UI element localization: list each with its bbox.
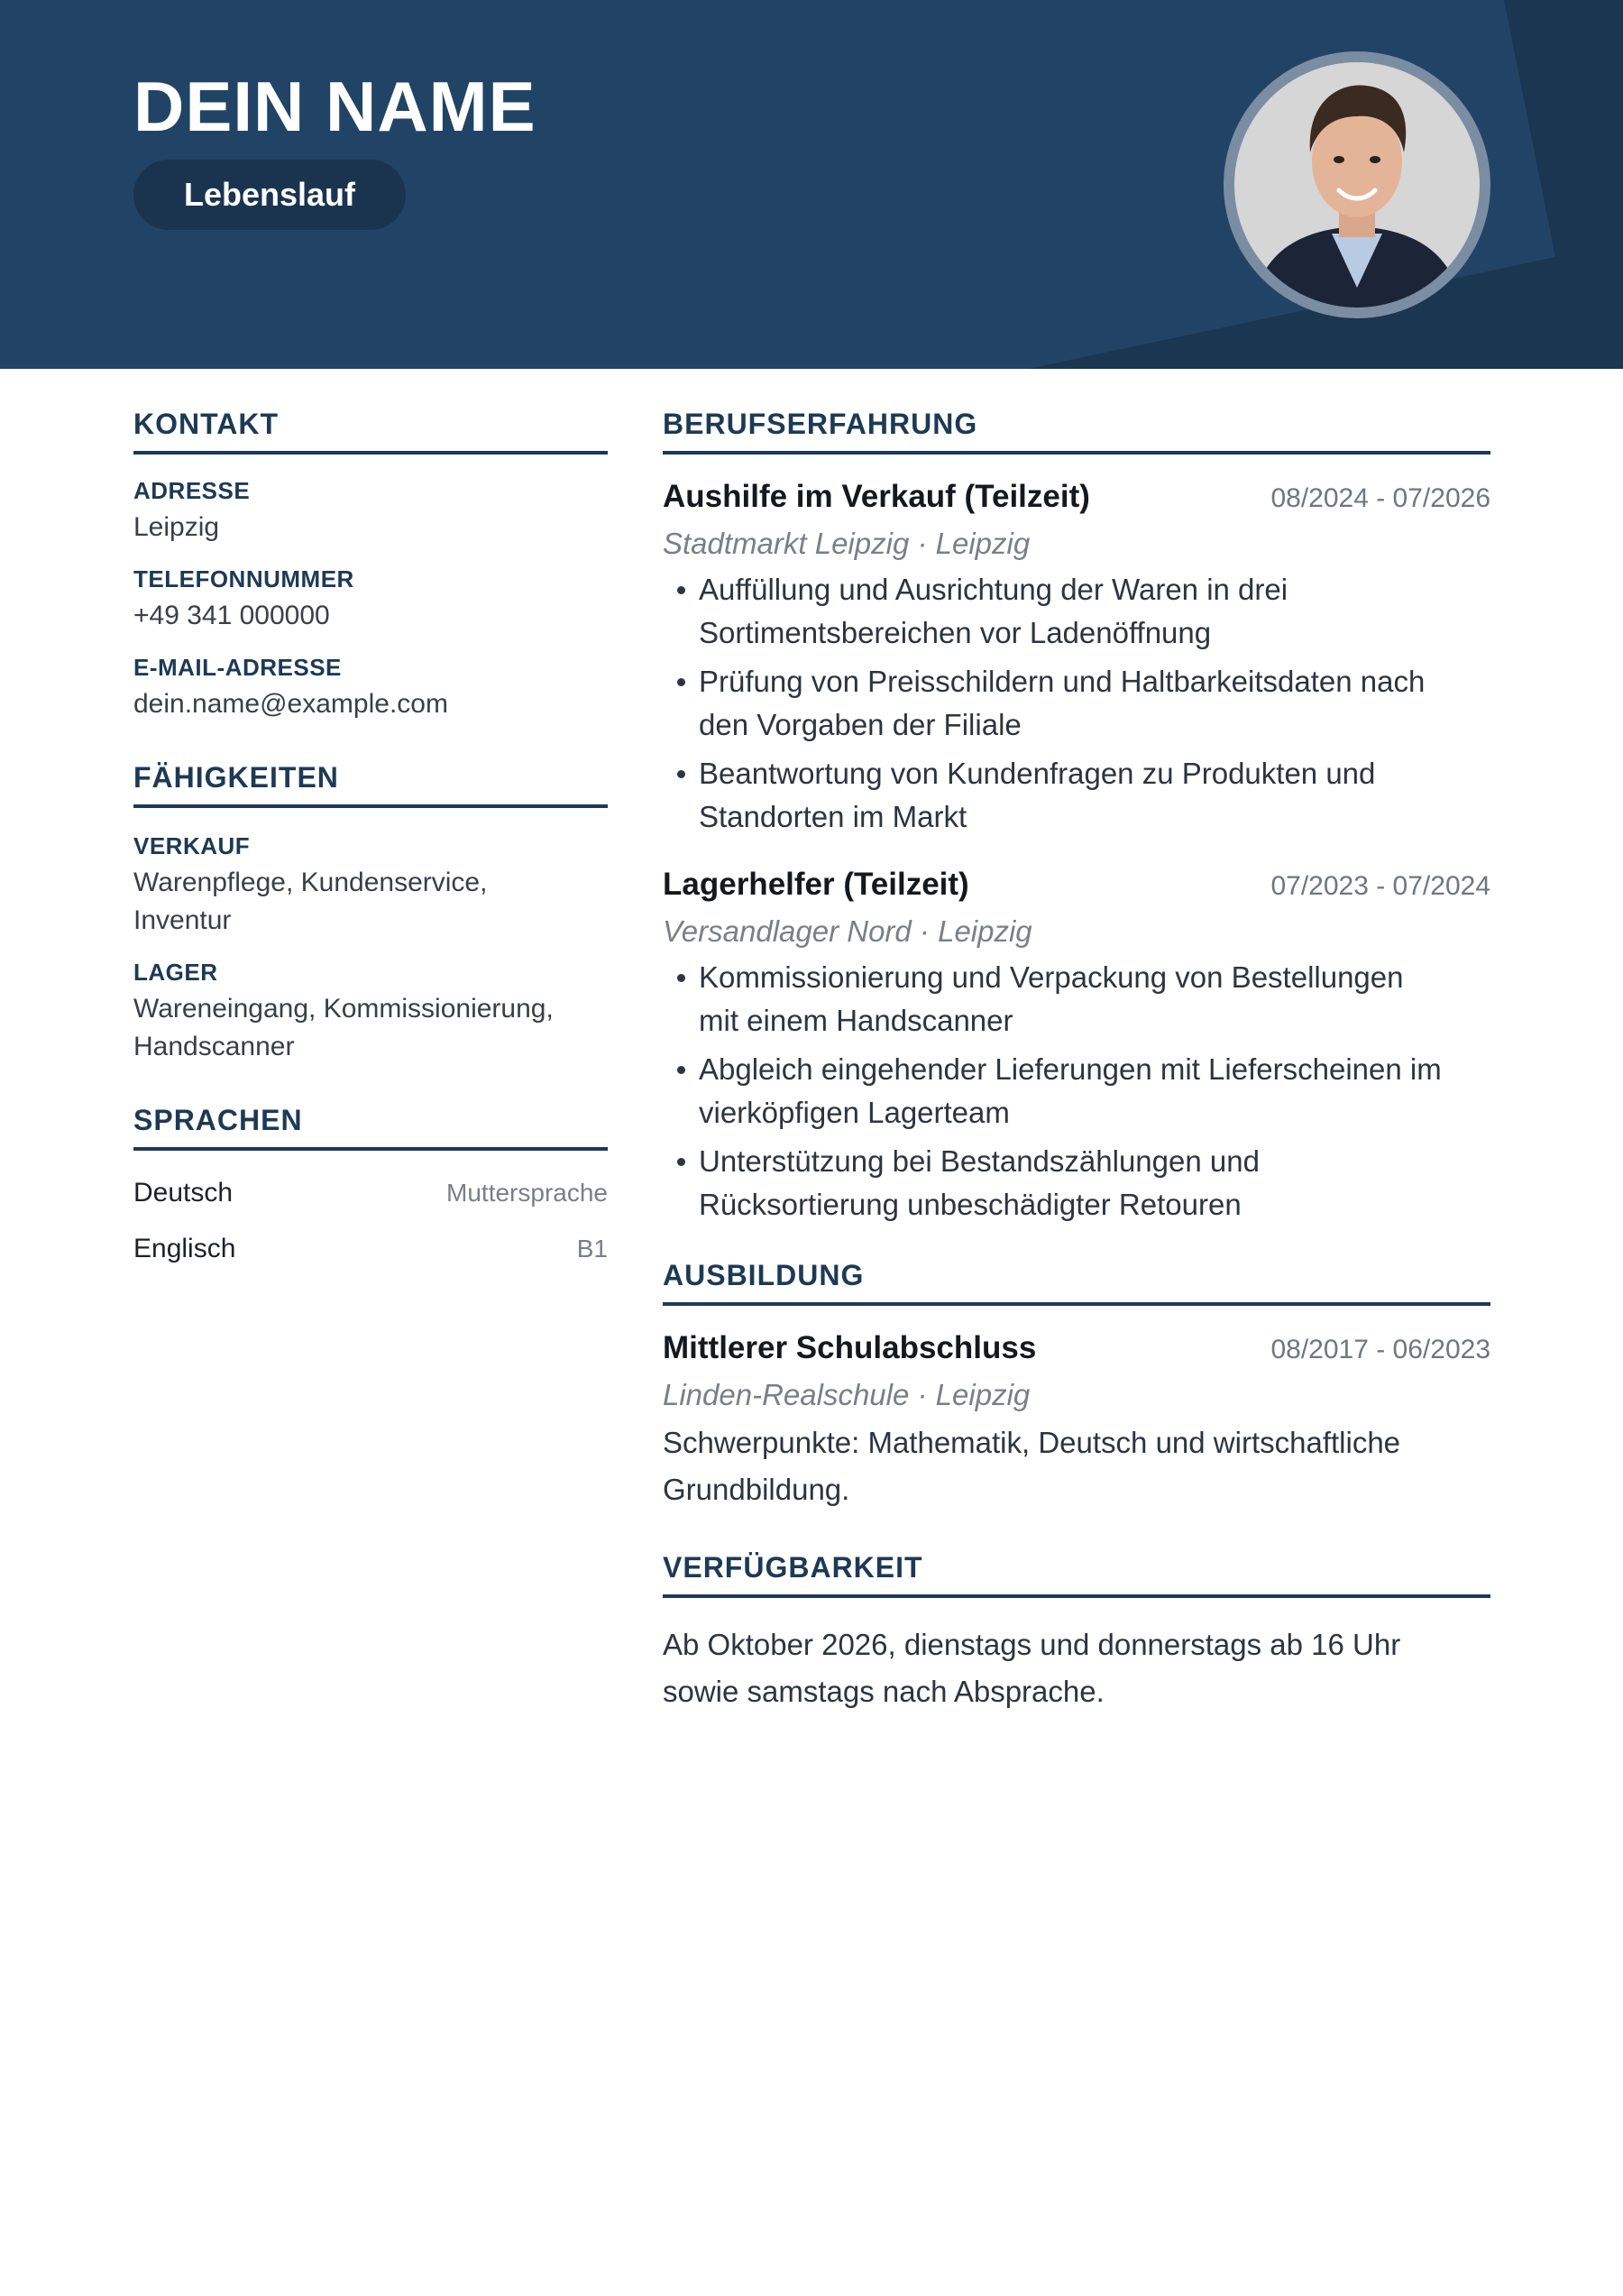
skill-label-verkauf: VERKAUF [133,832,251,859]
field-label-telefon: TELEFONNUMMER [133,565,354,592]
education-header [663,1327,1490,1369]
field-value-telefon: +49 341 000000 [133,601,330,630]
skill-value-line: Handscanner [133,1032,295,1061]
kontakt-field [133,565,608,635]
job-bullet [663,568,1490,655]
job-header [663,864,1490,905]
section-verfuegbarkeit [663,1549,1490,1715]
bullet-line: Sortimentsbereichen vor Ladenöffnung [699,616,1212,649]
job-entry [663,864,1490,1226]
job-organization: Versandlager Nord · Leipzig [663,914,1032,948]
job-bullet-list [663,568,1490,839]
paragraph-line: Ab Oktober 2026, dienstags und donnerstags ab 16 Uhr [663,1628,1401,1661]
education-entry [663,1327,1490,1513]
field-value-email: dein.name@example.com [133,689,448,719]
portrait-photo-icon [1234,62,1480,308]
section-title-kontakt: KONTAKT [133,406,608,455]
skill-group [133,831,608,940]
availability-text [663,1621,1490,1715]
section-berufserfahrung [663,406,1490,1226]
job-bullet [663,1140,1490,1226]
field-label-email: E-MAIL-ADRESSE [133,654,342,681]
section-sprachen [133,1102,608,1268]
bullet-line: Auffüllung und Ausrichtung der Waren in drei [699,573,1288,606]
bullet-line: Beantwortung von Kundenfragen zu Produkten und [699,757,1376,790]
paragraph-line: sowie samstags nach Absprache. [663,1675,1105,1708]
skill-value-line: Wareneingang, Kommissionierung, [133,994,554,1024]
kontakt-field [133,476,608,546]
job-entry [663,476,1490,839]
section-title-sprachen: SPRACHEN [133,1102,608,1151]
job-header [663,476,1490,518]
section-title-faehigkeiten: FÄHIGKEITEN [133,759,608,808]
job-bullet-list [663,956,1490,1226]
skill-value-verkauf [133,864,608,940]
job-organization: Stadtmarkt Leipzig · Leipzig [663,527,1031,560]
education-description [663,1419,1490,1513]
language-level: Muttersprache [446,1179,608,1207]
language-row [133,1230,608,1268]
language-name: Englisch [133,1234,236,1263]
section-faehigkeiten [133,759,608,1066]
field-value-adresse: Leipzig [133,512,220,542]
field-label-adresse: ADRESSE [133,477,251,504]
section-kontakt [133,406,608,723]
job-bullet [663,660,1490,747]
document-type-badge: Lebenslauf [133,160,406,230]
skill-value-line: Inventur [133,905,232,935]
bullet-line: vierköpfigen Lagerteam [699,1096,1010,1129]
job-date: 07/2023 - 07/2024 [1270,871,1490,901]
bullet-line: Rücksortierung unbeschädigter Retouren [699,1188,1242,1221]
job-date: 08/2024 - 07/2026 [1270,483,1490,513]
education-date: 08/2017 - 06/2023 [1270,1335,1490,1364]
skill-value-lager [133,990,608,1066]
bullet-line: den Vorgaben der Filiale [699,708,1022,741]
language-name: Deutsch [133,1178,234,1208]
skill-value-line: Warenpflege, Kundenservice, [133,868,488,897]
kontakt-field [133,653,608,723]
language-level: B1 [576,1235,608,1263]
header-banner [0,0,1623,369]
profile-photo [1224,51,1490,318]
language-row [133,1174,608,1212]
candidate-name: DEIN NAME [133,67,536,146]
education-title: Mittlerer Schulabschluss [663,1330,1037,1365]
section-title-ausbildung: AUSBILDUNG [663,1257,1490,1306]
bullet-line: Kommissionierung und Verpackung von Bestellungen [699,960,1404,994]
bullet-line: Abgleich eingehender Lieferungen mit Lieferscheinen im [699,1052,1442,1086]
job-bullet [663,956,1490,1042]
sidebar-column [133,406,608,1268]
bullet-line: Unterstützung bei Bestandszählungen und [699,1144,1260,1178]
skill-label-lager: LAGER [133,959,218,986]
bullet-line: Standorten im Markt [699,800,967,833]
job-title: Lagerhelfer (Teilzeit) [663,867,969,902]
education-organization: Linden-Realschule · Leipzig [663,1378,1031,1411]
job-bullet [663,1048,1490,1134]
paragraph-line: Grundbildung. [663,1473,850,1506]
bullet-line: Prüfung von Preisschildern und Haltbarkeitsdaten nach [699,665,1426,698]
job-bullet [663,752,1490,839]
job-title: Aushilfe im Verkauf (Teilzeit) [663,479,1090,514]
bullet-line: mit einem Handscanner [699,1004,1013,1037]
paragraph-line: Schwerpunkte: Mathematik, Deutsch und wirtschaftliche [663,1426,1401,1459]
section-title-berufserfahrung: BERUFSERFAHRUNG [663,406,1490,455]
section-title-verfuegbarkeit: VERFÜGBARKEIT [663,1549,1490,1598]
main-column [663,406,1490,1715]
section-ausbildung [663,1257,1490,1513]
skill-group [133,958,608,1066]
